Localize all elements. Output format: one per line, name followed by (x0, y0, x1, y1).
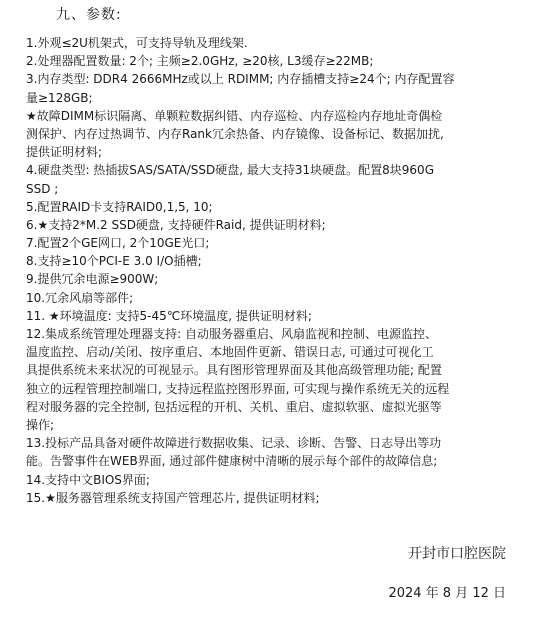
parameter-line: 14.支持中文BIOS界面; (26, 472, 150, 487)
parameter-line: 3.内存类型: DDR4 2666MHz或以上 RDIMM; 内存插槽支持≥24个; 内存配置容 (26, 72, 455, 87)
parameter-line: 具提供系统未来状况的可视显示。具有图形管理界面及其他高级管理功能; 配置 (26, 363, 442, 378)
parameter-line: 15.★服务器管理系统支持国产管理芯片, 提供证明材料; (26, 490, 320, 505)
parameter-line: 11. ★环境温度: 支持5-45℃环境温度, 提供证明材料; (26, 308, 312, 323)
parameter-line: 9.提供冗余电源≥900W; (26, 272, 159, 287)
parameter-line: 7.配置2个GE网口, 2个10GE光口; (26, 236, 210, 251)
parameter-line: 能。告警事件在WEB界面, 通过部件健康树中清晰的展示每个部件的故障信息; (26, 454, 438, 469)
document-date: 2024 年 8 月 12 日 (388, 586, 506, 601)
parameter-line: 测保护、内存过热调节、内存Rank冗余热备、内存镜像、设备标记、数据加扰, (26, 126, 444, 141)
organization-signature: 开封市口腔医院 (408, 546, 506, 562)
parameter-line: 10.冗余风扇等部件; (26, 290, 134, 305)
parameter-line: 2.处理器配置数量: 2个; 主频≥2.0GHz, ≥20核, L3缓存≥22MB; (26, 54, 374, 69)
parameter-line: 温度监控、启动/关闭、按序重启、本地固件更新、错误日志, 可通过可视化工 (26, 345, 434, 360)
parameter-line: 量≥128GB; (26, 90, 93, 105)
parameter-line: 12.集成系统管理处理器支持: 自动服务器重启、风扇监视和控制、电源监控、 (26, 327, 437, 341)
parameter-line: 6.★支持2*M.2 SSD硬盘, 支持硬件Raid, 提供证明材料; (26, 217, 326, 232)
parameter-line: 4.硬盘类型: 热插拔SAS/SATA/SSD硬盘, 最大支持31块硬盘。配置8块960G (26, 163, 434, 178)
section-heading: 九、参数: (56, 7, 122, 23)
parameter-line: 操作; (26, 417, 55, 432)
parameter-line: 程对服务器的完全控制, 包括远程的开机、关机、重启、虚拟软驱、虚拟光驱等 (26, 399, 442, 414)
parameter-line: 5.配置RAID卡支持RAID0,1,5, 10; (26, 199, 213, 214)
parameter-line: 1.外观≤2U机架式，可支持导轨及理线架. (26, 36, 248, 50)
parameter-line: 独立的远程管理控制端口, 支持远程监控图形界面, 可实现与操作系统无关的远程 (26, 381, 450, 396)
parameter-line: 13.投标产品具备对硬件故障进行数据收集、记录、诊断、告警、日志导出等功 (26, 436, 442, 451)
parameter-line: 提供证明材料; (26, 145, 103, 160)
parameter-line: ★故障DIMM标识隔离、单颗粒数据纠错、内存巡检、内存巡检内存地址奇偶检 (26, 108, 443, 123)
parameter-list (26, 34, 516, 507)
parameter-line: 8.支持≥10个PCI-E 3.0 I/O插槽; (26, 254, 202, 269)
parameter-line: SSD ; (26, 181, 59, 196)
